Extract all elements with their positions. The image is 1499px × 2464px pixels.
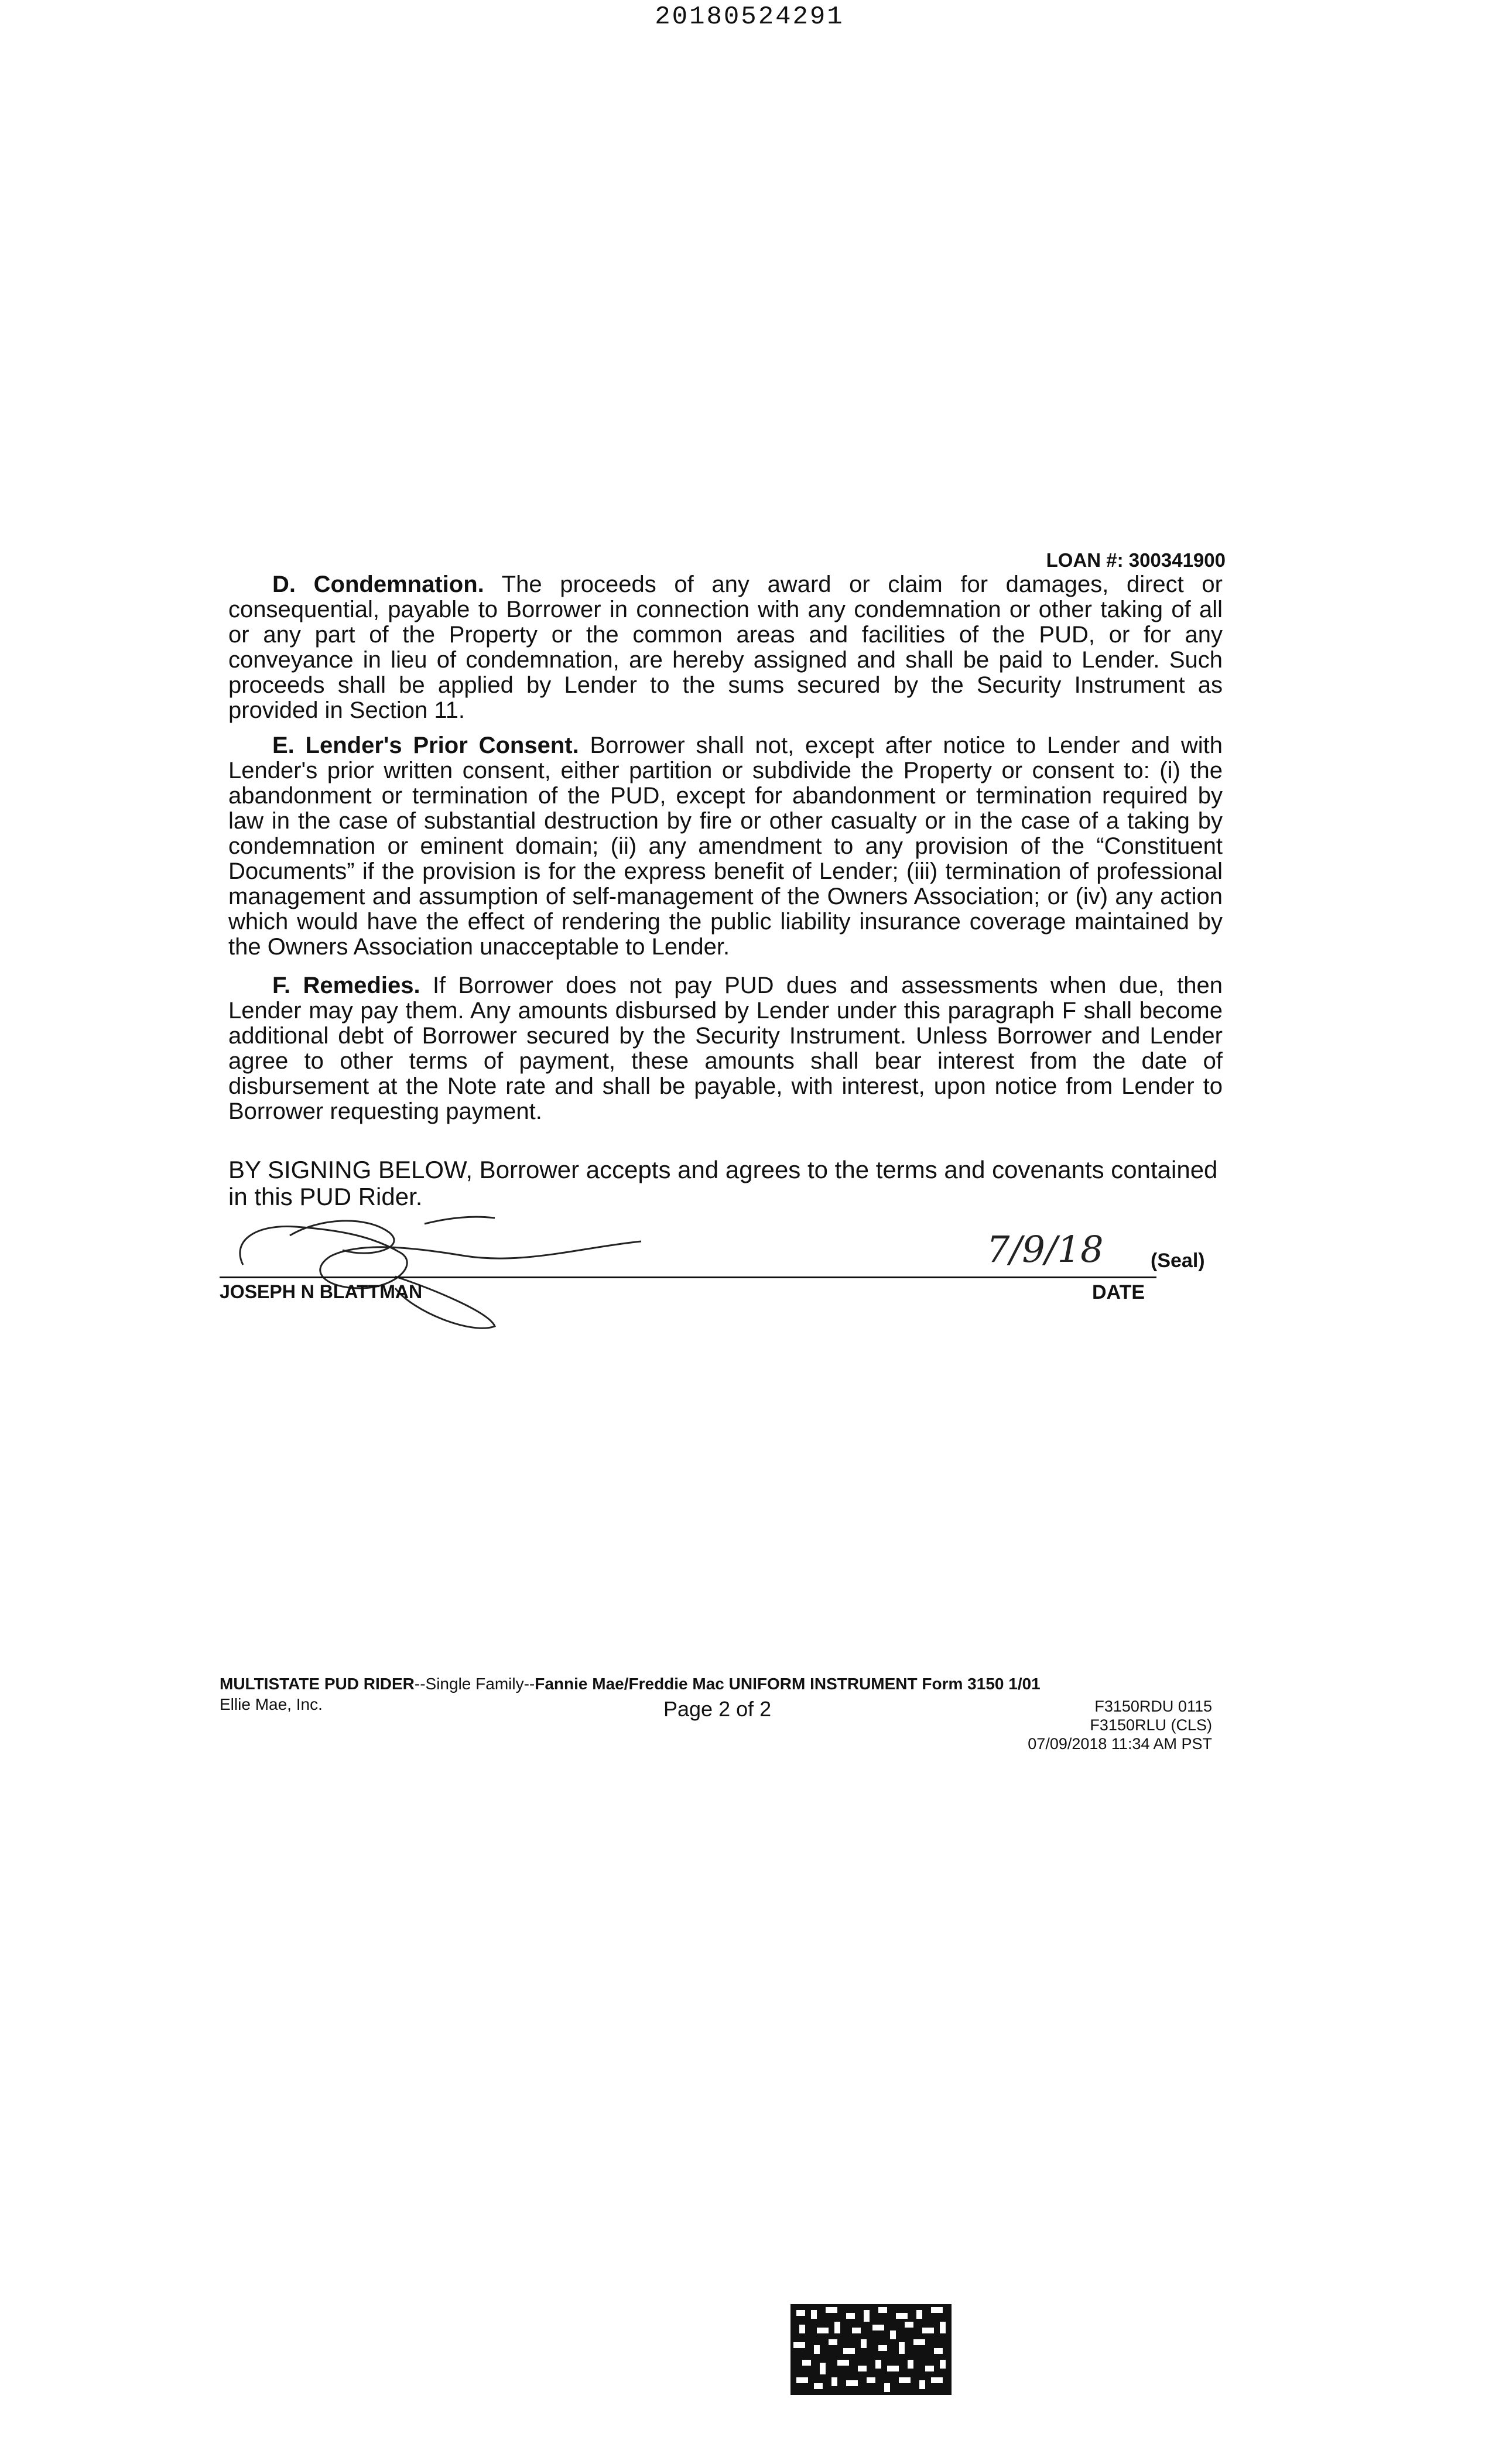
- signer-name: JOSEPH N BLATTMAN: [220, 1281, 423, 1302]
- section-condemnation: [228, 572, 1223, 723]
- date-label: DATE: [1092, 1281, 1145, 1303]
- signature-line: [220, 1277, 1156, 1278]
- section-heading-f: F. Remedies.: [272, 973, 420, 998]
- section-text-e: Borrower shall not, except after notice to Lender and with Lender's prior written consent, either partition or subdivide the Property or consent to: (i) the abandonment or termination of the PUD, except for abandonment or termination required by law in the case of substantial destruction by fire or other casualty or in the case of a taking by condemnation or eminent domain; (ii) any amendment to any provision of the “Constituent Documents” if the provision is for the express benefit of Lender; (iii) termination of professional management and assumption of self-management of the Owners Association; or (iv) any action which would have the effect of rendering the public liability insurance coverage maintained by the Owners Association unacceptable to Lender.: [228, 733, 1223, 960]
- form-code-2: F3150RLU (CLS): [1090, 1716, 1212, 1734]
- section-heading-d: D. Condemnation.: [272, 571, 484, 597]
- company-name: Ellie Mae, Inc.: [220, 1695, 323, 1713]
- form-title-part2: --Single Family--: [414, 1675, 535, 1693]
- seal-label: (Seal): [1151, 1250, 1205, 1272]
- form-code-1: F3150RDU 0115: [1094, 1698, 1212, 1715]
- barcode-icon: [790, 2304, 952, 2395]
- handwritten-date: 7/9/18: [987, 1228, 1104, 1271]
- form-codes: [1028, 1697, 1212, 1753]
- form-title-part3: Fannie Mae/Freddie Mac UNIFORM INSTRUMENT Form 3150 1/01: [535, 1675, 1041, 1693]
- page-number: Page 2 of 2: [663, 1697, 772, 1721]
- document-number: 20180524291: [655, 2, 844, 32]
- form-timestamp: 07/09/2018 11:34 AM PST: [1028, 1735, 1212, 1753]
- section-text-d: The proceeds of any award or claim for damages, direct or consequential, payable to Borrower in connection with any condemnation or other taking of all or any part of the Property or the common areas and facilities of the PUD, or for any conveyance in lieu of condemnation, are hereby assigned and shall be paid to Lender. Such proceeds shall be applied by Lender to the sums secured by the Security Instrument as provided in Section 11.: [228, 571, 1223, 723]
- section-remedies: [228, 973, 1223, 1124]
- section-lenders-prior-consent: [228, 733, 1223, 960]
- signature-block: [220, 1212, 1215, 1329]
- section-text-f: If Borrower does not pay PUD dues and assessments when due, then Lender may pay them. Any amounts disbursed by Lender under this paragraph F shall become additional debt of Borrower secured by the Security Instrument. Unless Borrower and Lender agree to other terms of payment, these amounts shall bear interest from the date of disbursement at the Note rate and shall be payable, with interest, upon notice from Lender to Borrower requesting payment.: [228, 973, 1223, 1124]
- form-title-part1: MULTISTATE PUD RIDER: [220, 1675, 415, 1693]
- handwritten-signature: [220, 1200, 1215, 1329]
- section-heading-e: E. Lender's Prior Consent.: [272, 733, 579, 758]
- signing-statement: BY SIGNING BELOW, Borrower accepts and agrees to the terms and covenants contained in this PUD Rider.: [228, 1156, 1218, 1210]
- form-title: [220, 1675, 1041, 1693]
- loan-number: LOAN #: 300341900: [1046, 549, 1226, 571]
